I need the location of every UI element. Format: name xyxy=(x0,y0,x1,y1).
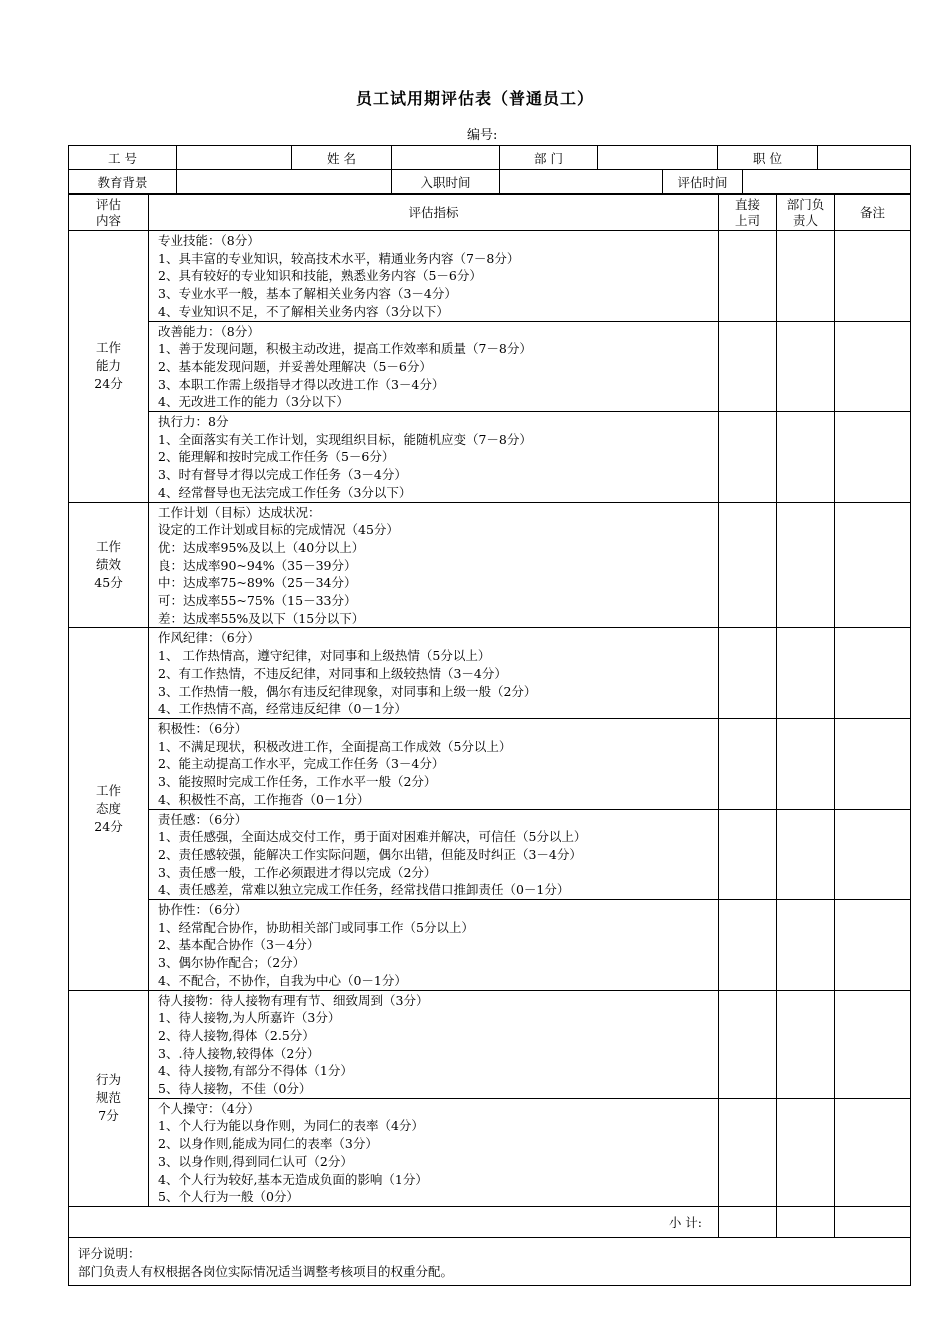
education-label: 教育背景 xyxy=(69,170,177,194)
category-cell: 工作 态度 24分 xyxy=(69,628,149,990)
criteria-line: 3、时有督导才得以完成工作任务（3－4分） xyxy=(158,467,407,483)
employee-info-table-2 xyxy=(68,169,911,194)
criteria-row xyxy=(69,990,911,1098)
score-supervisor[interactable] xyxy=(719,900,777,991)
score-supervisor[interactable] xyxy=(719,628,777,719)
score-remark[interactable] xyxy=(835,412,911,503)
criteria-row xyxy=(69,809,911,900)
criteria-line: 1、个人行为能以身作则，为同仁的表率（4分） xyxy=(158,1118,424,1134)
criteria-line: 4、无改进工作的能力（3分以下） xyxy=(158,394,349,410)
notes-row xyxy=(69,1237,911,1285)
score-supervisor[interactable] xyxy=(719,321,777,412)
criteria-line: 良：达成率90~94%（35－39分） xyxy=(158,557,357,573)
criteria-text xyxy=(149,990,719,1098)
education-field[interactable] xyxy=(177,170,392,194)
criteria-line: 专业技能：（8分） xyxy=(158,233,260,248)
score-remark[interactable] xyxy=(835,900,911,991)
score-supervisor[interactable] xyxy=(719,718,777,809)
criteria-line: 1、全面落实有关工作计划，实现组织目标，能随机应变（7－8分） xyxy=(158,431,532,447)
criteria-line: 4、经常督导也无法完成工作任务（3分以下） xyxy=(158,484,412,500)
score-remark[interactable] xyxy=(835,321,911,412)
form-title: 员工试用期评估表（普通员工） xyxy=(355,89,594,108)
criteria-line: 工作计划（目标）达成状况： xyxy=(158,504,321,520)
dept-label: 部 门 xyxy=(500,146,598,170)
score-supervisor[interactable] xyxy=(719,231,777,322)
criteria-line: 2、具有较好的专业知识和技能，熟悉业务内容（5－6分） xyxy=(158,268,482,284)
criteria-line: 责任感：（6分） xyxy=(158,811,248,827)
criteria-row xyxy=(69,502,911,628)
col-header-remark: 备注 xyxy=(835,195,911,231)
scoring-notes xyxy=(69,1237,911,1285)
criteria-line: 2、待人接物,得体（2.5分） xyxy=(158,1027,315,1043)
criteria-line: 5、待人接物，不佳（0分） xyxy=(158,1081,312,1097)
criteria-line: 2、基本配合协作（3－4分） xyxy=(158,937,320,953)
criteria-line: 1、责任感强，全面达成交付工作，勇于面对困难并解决，可信任（5分以上） xyxy=(158,829,587,845)
criteria-line: 2、基本能发现问题，并妥善处理解决（5－6分） xyxy=(158,358,432,374)
criteria-line: 5、个人行为一般（0分） xyxy=(158,1189,299,1205)
criteria-line: 3、偶尔协作配合；（2分） xyxy=(158,955,306,971)
category-cell: 工作 能力 24分 xyxy=(69,231,149,503)
criteria-line: 改善能力：（8分） xyxy=(158,323,260,339)
criteria-line: 1、 工作热情高，遵守纪律，对同事和上级热情（5分以上） xyxy=(158,648,491,664)
score-dept-head[interactable] xyxy=(777,502,835,628)
criteria-line: 1、具丰富的专业知识，较高技术水平，精通业务内容（7－8分） xyxy=(158,250,520,266)
score-supervisor[interactable] xyxy=(719,809,777,900)
score-remark[interactable] xyxy=(835,809,911,900)
emp-no-label: 工 号 xyxy=(69,146,177,170)
col-header-supervisor: 直接 上司 xyxy=(719,195,777,231)
score-dept-head[interactable] xyxy=(777,231,835,322)
criteria-row xyxy=(69,1098,911,1206)
criteria-row xyxy=(69,900,911,991)
criteria-text xyxy=(149,321,719,412)
score-dept-head[interactable] xyxy=(777,628,835,719)
dept-field[interactable] xyxy=(598,146,718,170)
criteria-line: 作风纪律：（6分） xyxy=(158,630,260,646)
score-remark[interactable] xyxy=(835,628,911,719)
criteria-line: 3、工作热情一般，偶尔有违反纪律现象，对同事和上级一般（2分） xyxy=(158,683,537,699)
criteria-line: 可：达成率55~75%（15－33分） xyxy=(158,593,357,609)
eval-date-label: 评估时间 xyxy=(663,170,743,194)
score-supervisor[interactable] xyxy=(719,412,777,503)
criteria-line: 4、工作热情不高，经常违反纪律（0－1分） xyxy=(158,701,407,717)
criteria-line: 优：达成率95%及以上（40分以上） xyxy=(158,539,365,555)
info-row-1 xyxy=(69,146,911,170)
category-cell: 行为 规范 7分 xyxy=(69,990,149,1206)
score-supervisor[interactable] xyxy=(719,990,777,1098)
criteria-line: 待人接物：待人接物有理有节、细致周到（3分） xyxy=(158,992,429,1008)
criteria-row xyxy=(69,412,911,503)
criteria-line: 个人操守：（4分） xyxy=(158,1100,260,1116)
criteria-row xyxy=(69,718,911,809)
eval-date-field[interactable] xyxy=(743,170,911,194)
criteria-text xyxy=(149,900,719,991)
category-cell: 工作 绩效 45分 xyxy=(69,502,149,628)
note-line: 评分说明： xyxy=(78,1245,141,1261)
criteria-text xyxy=(149,231,719,322)
subtotal-dept-head[interactable] xyxy=(777,1206,835,1237)
info-row-2 xyxy=(69,170,911,194)
criteria-line: 2、责任感较强，能解决工作实际问题，偶尔出错，但能及时纠正（3－4分） xyxy=(158,846,582,862)
criteria-line: 4、积极性不高，工作拖沓（0－1分） xyxy=(158,791,370,807)
name-label: 姓 名 xyxy=(292,146,392,170)
note-line: 部门负责人有权根据各岗位实际情况适当调整考核项目的权重分配。 xyxy=(78,1263,454,1279)
subtotal-row xyxy=(69,1206,911,1237)
join-date-field[interactable] xyxy=(500,170,663,194)
criteria-line: 1、善于发现问题，积极主动改进，提高工作效率和质量（7－8分） xyxy=(158,341,532,357)
score-dept-head[interactable] xyxy=(777,990,835,1098)
criteria-line: 积极性：（6分） xyxy=(158,720,248,736)
criteria-text xyxy=(149,809,719,900)
employee-info-table xyxy=(68,145,911,170)
criteria-line: 4、个人行为较好,基本无造成负面的影响（1分） xyxy=(158,1171,428,1187)
score-dept-head[interactable] xyxy=(777,900,835,991)
criteria-line: 3、能按照时完成工作任务，工作水平一般（2分） xyxy=(158,774,437,790)
criteria-line: 1、不满足现状，积极改进工作，全面提高工作成效（5分以上） xyxy=(158,738,512,754)
emp-no-field[interactable] xyxy=(177,146,292,170)
criteria-line: 2、有工作热情，不违反纪律，对同事和上级较热情（3－4分） xyxy=(158,665,507,681)
score-remark[interactable] xyxy=(835,231,911,322)
score-dept-head[interactable] xyxy=(777,321,835,412)
criteria-line: 1、待人接物,为人所嘉许（3分） xyxy=(158,1010,341,1026)
score-remark[interactable] xyxy=(835,718,911,809)
criteria-line: 3、专业水平一般，基本了解相关业务内容（3－4分） xyxy=(158,286,457,302)
criteria-row xyxy=(69,321,911,412)
score-dept-head[interactable] xyxy=(777,412,835,503)
criteria-line: 2、以身作则,能成为同仁的表率（3分） xyxy=(158,1136,378,1152)
score-remark[interactable] xyxy=(835,502,911,628)
score-supervisor[interactable] xyxy=(719,502,777,628)
evaluation-table xyxy=(68,194,911,1286)
criteria-line: 执行力：8分 xyxy=(158,414,229,430)
criteria-line: 3、本职工作需上级指导才得以改进工作（3－4分） xyxy=(158,376,445,392)
criteria-line: 3、.待人接物,较得体（2分） xyxy=(158,1045,320,1061)
criteria-line: 协作性：（6分） xyxy=(158,902,248,918)
criteria-line: 4、不配合，不协作，自我为中心（0－1分） xyxy=(158,972,407,988)
col-header-indicator: 评估指标 xyxy=(149,195,719,231)
criteria-text xyxy=(149,628,719,719)
score-dept-head[interactable] xyxy=(777,1098,835,1206)
criteria-line: 3、责任感一般，工作必须跟进才得以完成（2分） xyxy=(158,864,437,880)
criteria-row xyxy=(69,628,911,719)
score-dept-head[interactable] xyxy=(777,718,835,809)
criteria-line: 4、待人接物,有部分不得体（1分） xyxy=(158,1063,353,1079)
criteria-line: 设定的工作计划或目标的完成情况（45分） xyxy=(158,522,399,538)
criteria-text xyxy=(149,718,719,809)
subtotal-label: 小 计: xyxy=(69,1206,719,1237)
name-field[interactable] xyxy=(392,146,500,170)
criteria-line: 4、责任感差，常难以独立完成工作任务，经常找借口推卸责任（0－1分） xyxy=(158,882,570,898)
criteria-row xyxy=(69,231,911,322)
criteria-text xyxy=(149,1098,719,1206)
col-header-dept-head: 部门负 责人 xyxy=(777,195,835,231)
join-date-label: 入职时间 xyxy=(392,170,500,194)
criteria-line: 1、经常配合协作，协助相关部门或同事工作（5分以上） xyxy=(158,919,474,935)
subtotal-supervisor[interactable] xyxy=(719,1206,777,1237)
criteria-line: 3、以身作则,得到同仁认可（2分） xyxy=(158,1153,353,1169)
criteria-line: 2、能主动提高工作水平，完成工作任务（3－4分） xyxy=(158,756,445,772)
criteria-line: 中：达成率75~89%（25－34分） xyxy=(158,575,357,591)
score-dept-head[interactable] xyxy=(777,809,835,900)
criteria-text xyxy=(149,412,719,503)
criteria-text xyxy=(149,502,719,628)
column-header-row xyxy=(69,195,911,231)
score-supervisor[interactable] xyxy=(719,1098,777,1206)
subtotal-remark[interactable] xyxy=(835,1206,911,1237)
position-field[interactable] xyxy=(818,146,911,170)
criteria-line: 4、专业知识不足，不了解相关业务内容（3分以下） xyxy=(158,303,449,319)
score-remark[interactable] xyxy=(835,1098,911,1206)
criteria-line: 差：达成率55%及以下（15分以下） xyxy=(158,610,365,626)
serial-number-label: 编号: xyxy=(467,128,498,143)
score-remark[interactable] xyxy=(835,990,911,1098)
criteria-line: 2、能理解和按时完成工作任务（5－6分） xyxy=(158,449,395,465)
position-label: 职 位 xyxy=(718,146,818,170)
col-header-content: 评估 内容 xyxy=(69,195,149,231)
